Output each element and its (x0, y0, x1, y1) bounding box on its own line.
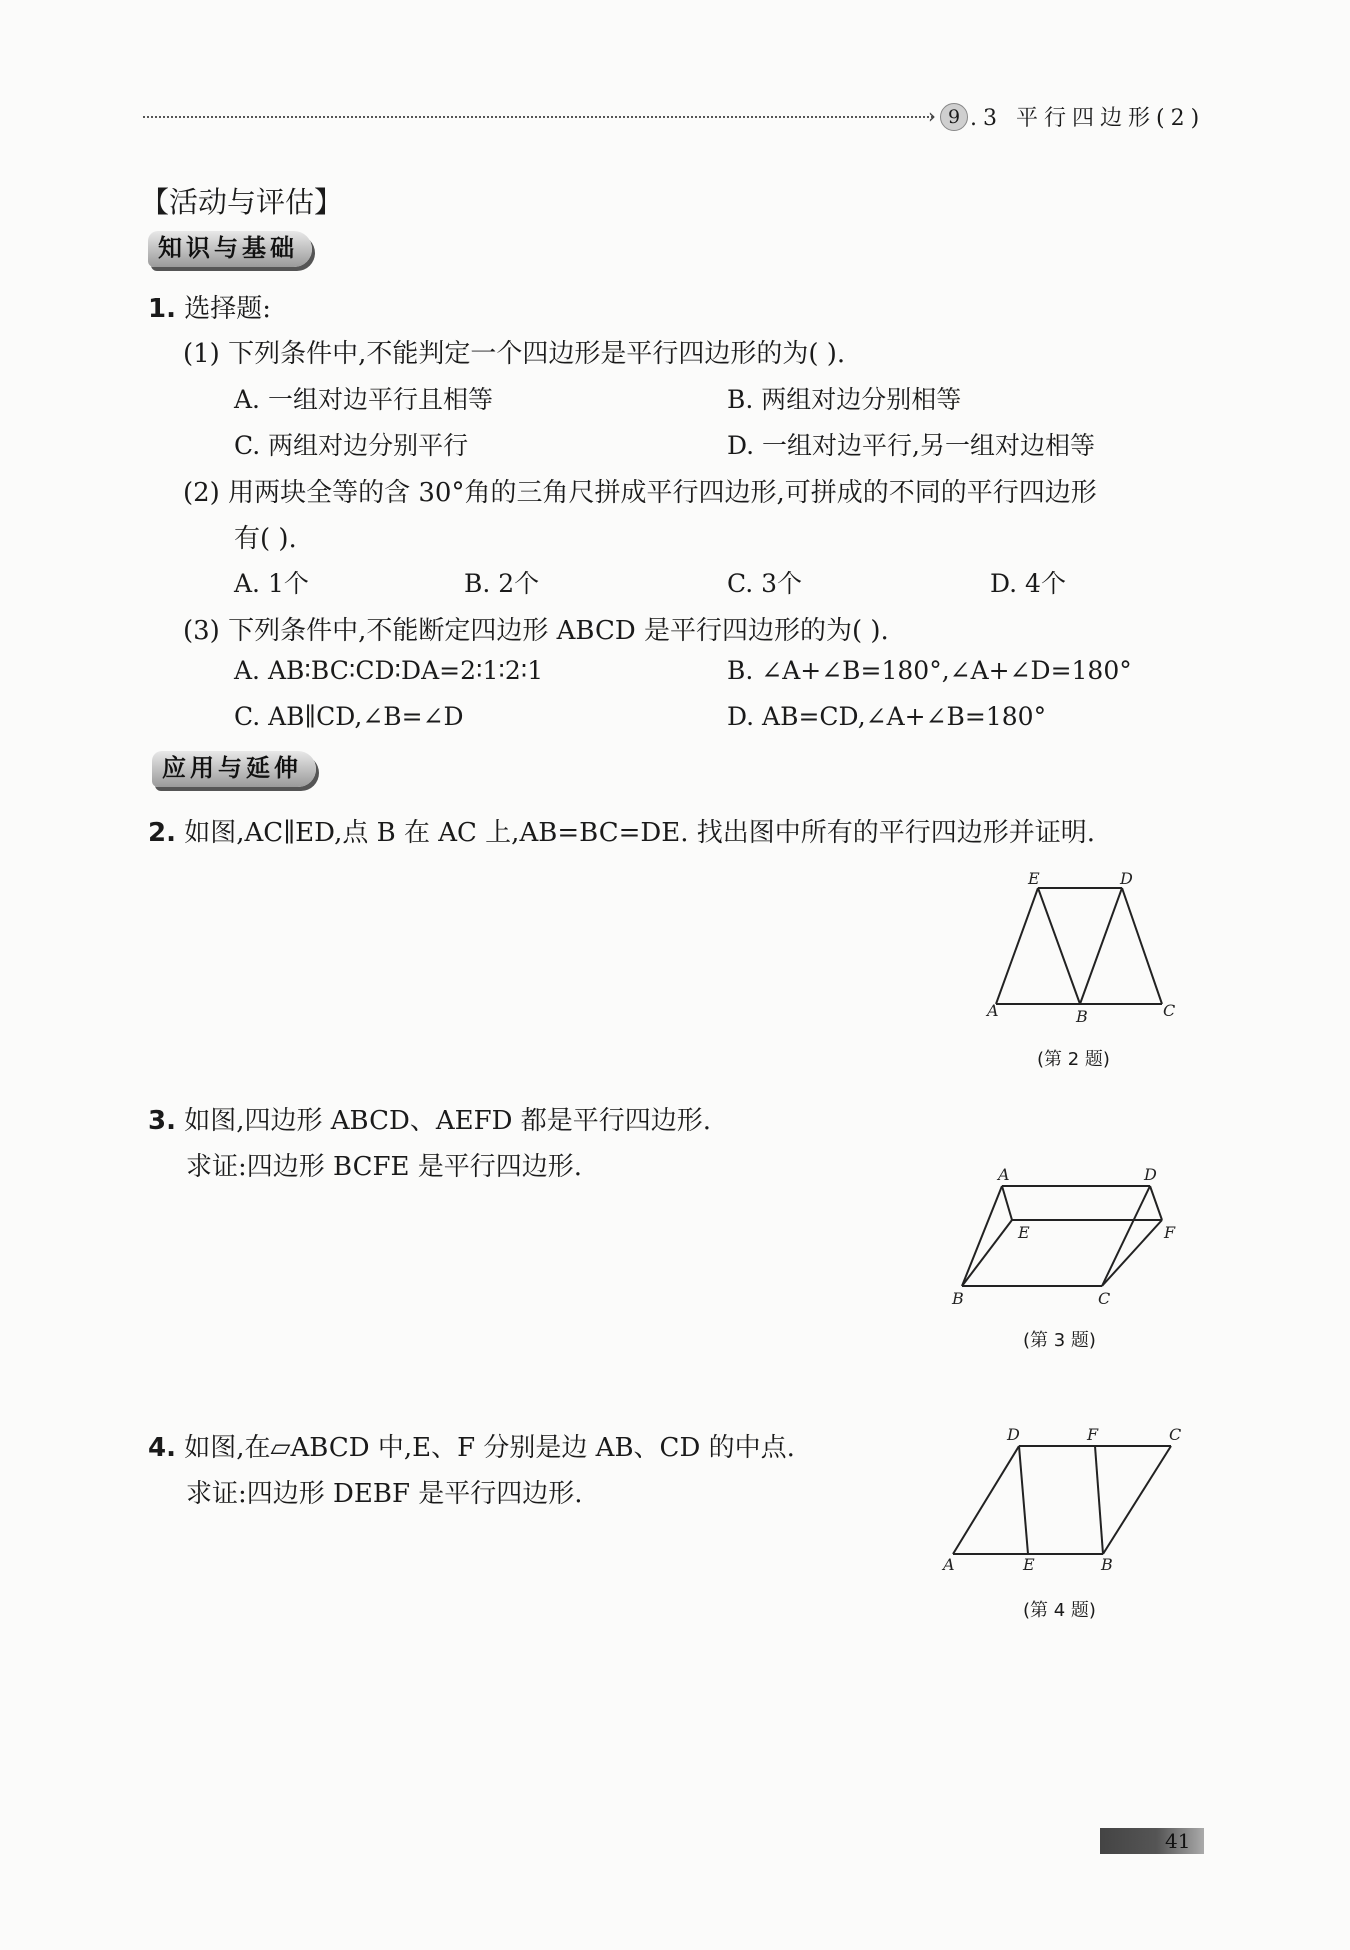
q1-p2-option-b: B. 2个 (464, 569, 540, 598)
q1-p2-option-d: D. 4个 (990, 569, 1066, 598)
q3-text-2: 求证:四边形 BCFE 是平行四边形. (186, 1152, 583, 1182)
q2-label-b: B (1076, 1007, 1088, 1026)
q2 (148, 812, 1095, 849)
q1-p1-option-d: D. 一组对边平行,另一组对边相等 (727, 431, 1095, 460)
q1-p3-option-c: C. AB∥CD,∠B=∠D (234, 702, 464, 731)
arrow-right-icon: › (928, 104, 936, 128)
q3-label-d: D (1144, 1165, 1157, 1184)
q1-number: 1. (148, 294, 176, 324)
q4-figure (935, 1420, 1195, 1580)
chapter-circle: 9 (940, 103, 968, 131)
q3-figure (940, 1160, 1180, 1310)
q2-text: 如图,AC∥ED,点 B 在 AC 上,AB=BC=DE. 找出图中所有的平行四边形并证明. (184, 818, 1095, 848)
header-dotted-rule (143, 116, 933, 118)
q2-figure (980, 866, 1180, 1026)
q3 (148, 1100, 711, 1137)
page-number: 41 (1165, 1829, 1191, 1853)
q1-p1-option-c: C. 两组对边分别平行 (234, 431, 469, 460)
q1-p1-stem: (1) 下列条件中,不能判定一个四边形是平行四边形的为( ). (183, 339, 846, 369)
q2-label-c: C (1163, 1001, 1176, 1020)
q4-number: 4. (148, 1433, 176, 1463)
q3-label-a: A (998, 1165, 1010, 1184)
q2-label-d: D (1120, 869, 1133, 888)
section-apply-badge: 应用与延伸 (152, 751, 316, 787)
q1-p3-stem: (3) 下列条件中,不能断定四边形 ABCD 是平行四边形的为( ). (183, 616, 889, 646)
q4-text: 如图,在▱ABCD 中,E、F 分别是边 AB、CD 的中点. (184, 1433, 795, 1463)
q4-caption: (第 4 题) (1023, 1600, 1096, 1621)
q2-caption: (第 2 题) (1037, 1049, 1110, 1070)
section-title: .3 平行四边形(2) (970, 106, 1206, 131)
q3-label-f: F (1164, 1223, 1176, 1242)
q4-label-c: C (1169, 1425, 1182, 1444)
q4-label-a: A (943, 1555, 955, 1574)
q3-number: 3. (148, 1106, 176, 1136)
q4-text-2: 求证:四边形 DEBF 是平行四边形. (186, 1479, 583, 1509)
q3-label-b: B (952, 1289, 964, 1308)
q1-p3-option-d: D. AB=CD,∠A+∠B=180° (727, 702, 1047, 731)
q2-label-a: A (987, 1001, 999, 1020)
q1-p2-stem: (2) 用两块全等的含 30°角的三角尺拼成平行四边形,可拼成的不同的平行四边形 (183, 478, 1097, 508)
q4-label-b: B (1101, 1555, 1113, 1574)
q4 (148, 1427, 795, 1464)
q1-p2-stem-cont: 有( ). (234, 524, 297, 554)
q3-label-c: C (1098, 1289, 1111, 1308)
q1-p3-option-b: B. ∠A+∠B=180°,∠A+∠D=180° (727, 656, 1132, 685)
q4-label-e: E (1023, 1555, 1035, 1574)
q2-label-e: E (1028, 869, 1040, 888)
q1-p1-option-b: B. 两组对边分别相等 (727, 385, 962, 414)
q3-caption: (第 3 题) (1023, 1330, 1096, 1351)
q1-p1-option-a: A. 一组对边平行且相等 (234, 385, 493, 414)
q1-p2-option-a: A. 1个 (234, 569, 309, 598)
q1 (148, 288, 271, 325)
q2-number: 2. (148, 818, 176, 848)
q1-stem: 选择题: (184, 294, 271, 324)
q1-p2-option-c: C. 3个 (727, 569, 803, 598)
q4-label-d: D (1007, 1425, 1020, 1444)
q4-label-f: F (1087, 1425, 1099, 1444)
q3-label-e: E (1018, 1223, 1030, 1242)
q3-text: 如图,四边形 ABCD、AEFD 都是平行四边形. (184, 1106, 712, 1136)
activity-title: 【活动与评估】 (140, 185, 344, 219)
section-basic-badge: 知识与基础 (148, 231, 312, 267)
q1-p3-option-a: A. AB∶BC∶CD∶DA=2∶1∶2∶1 (234, 656, 544, 685)
